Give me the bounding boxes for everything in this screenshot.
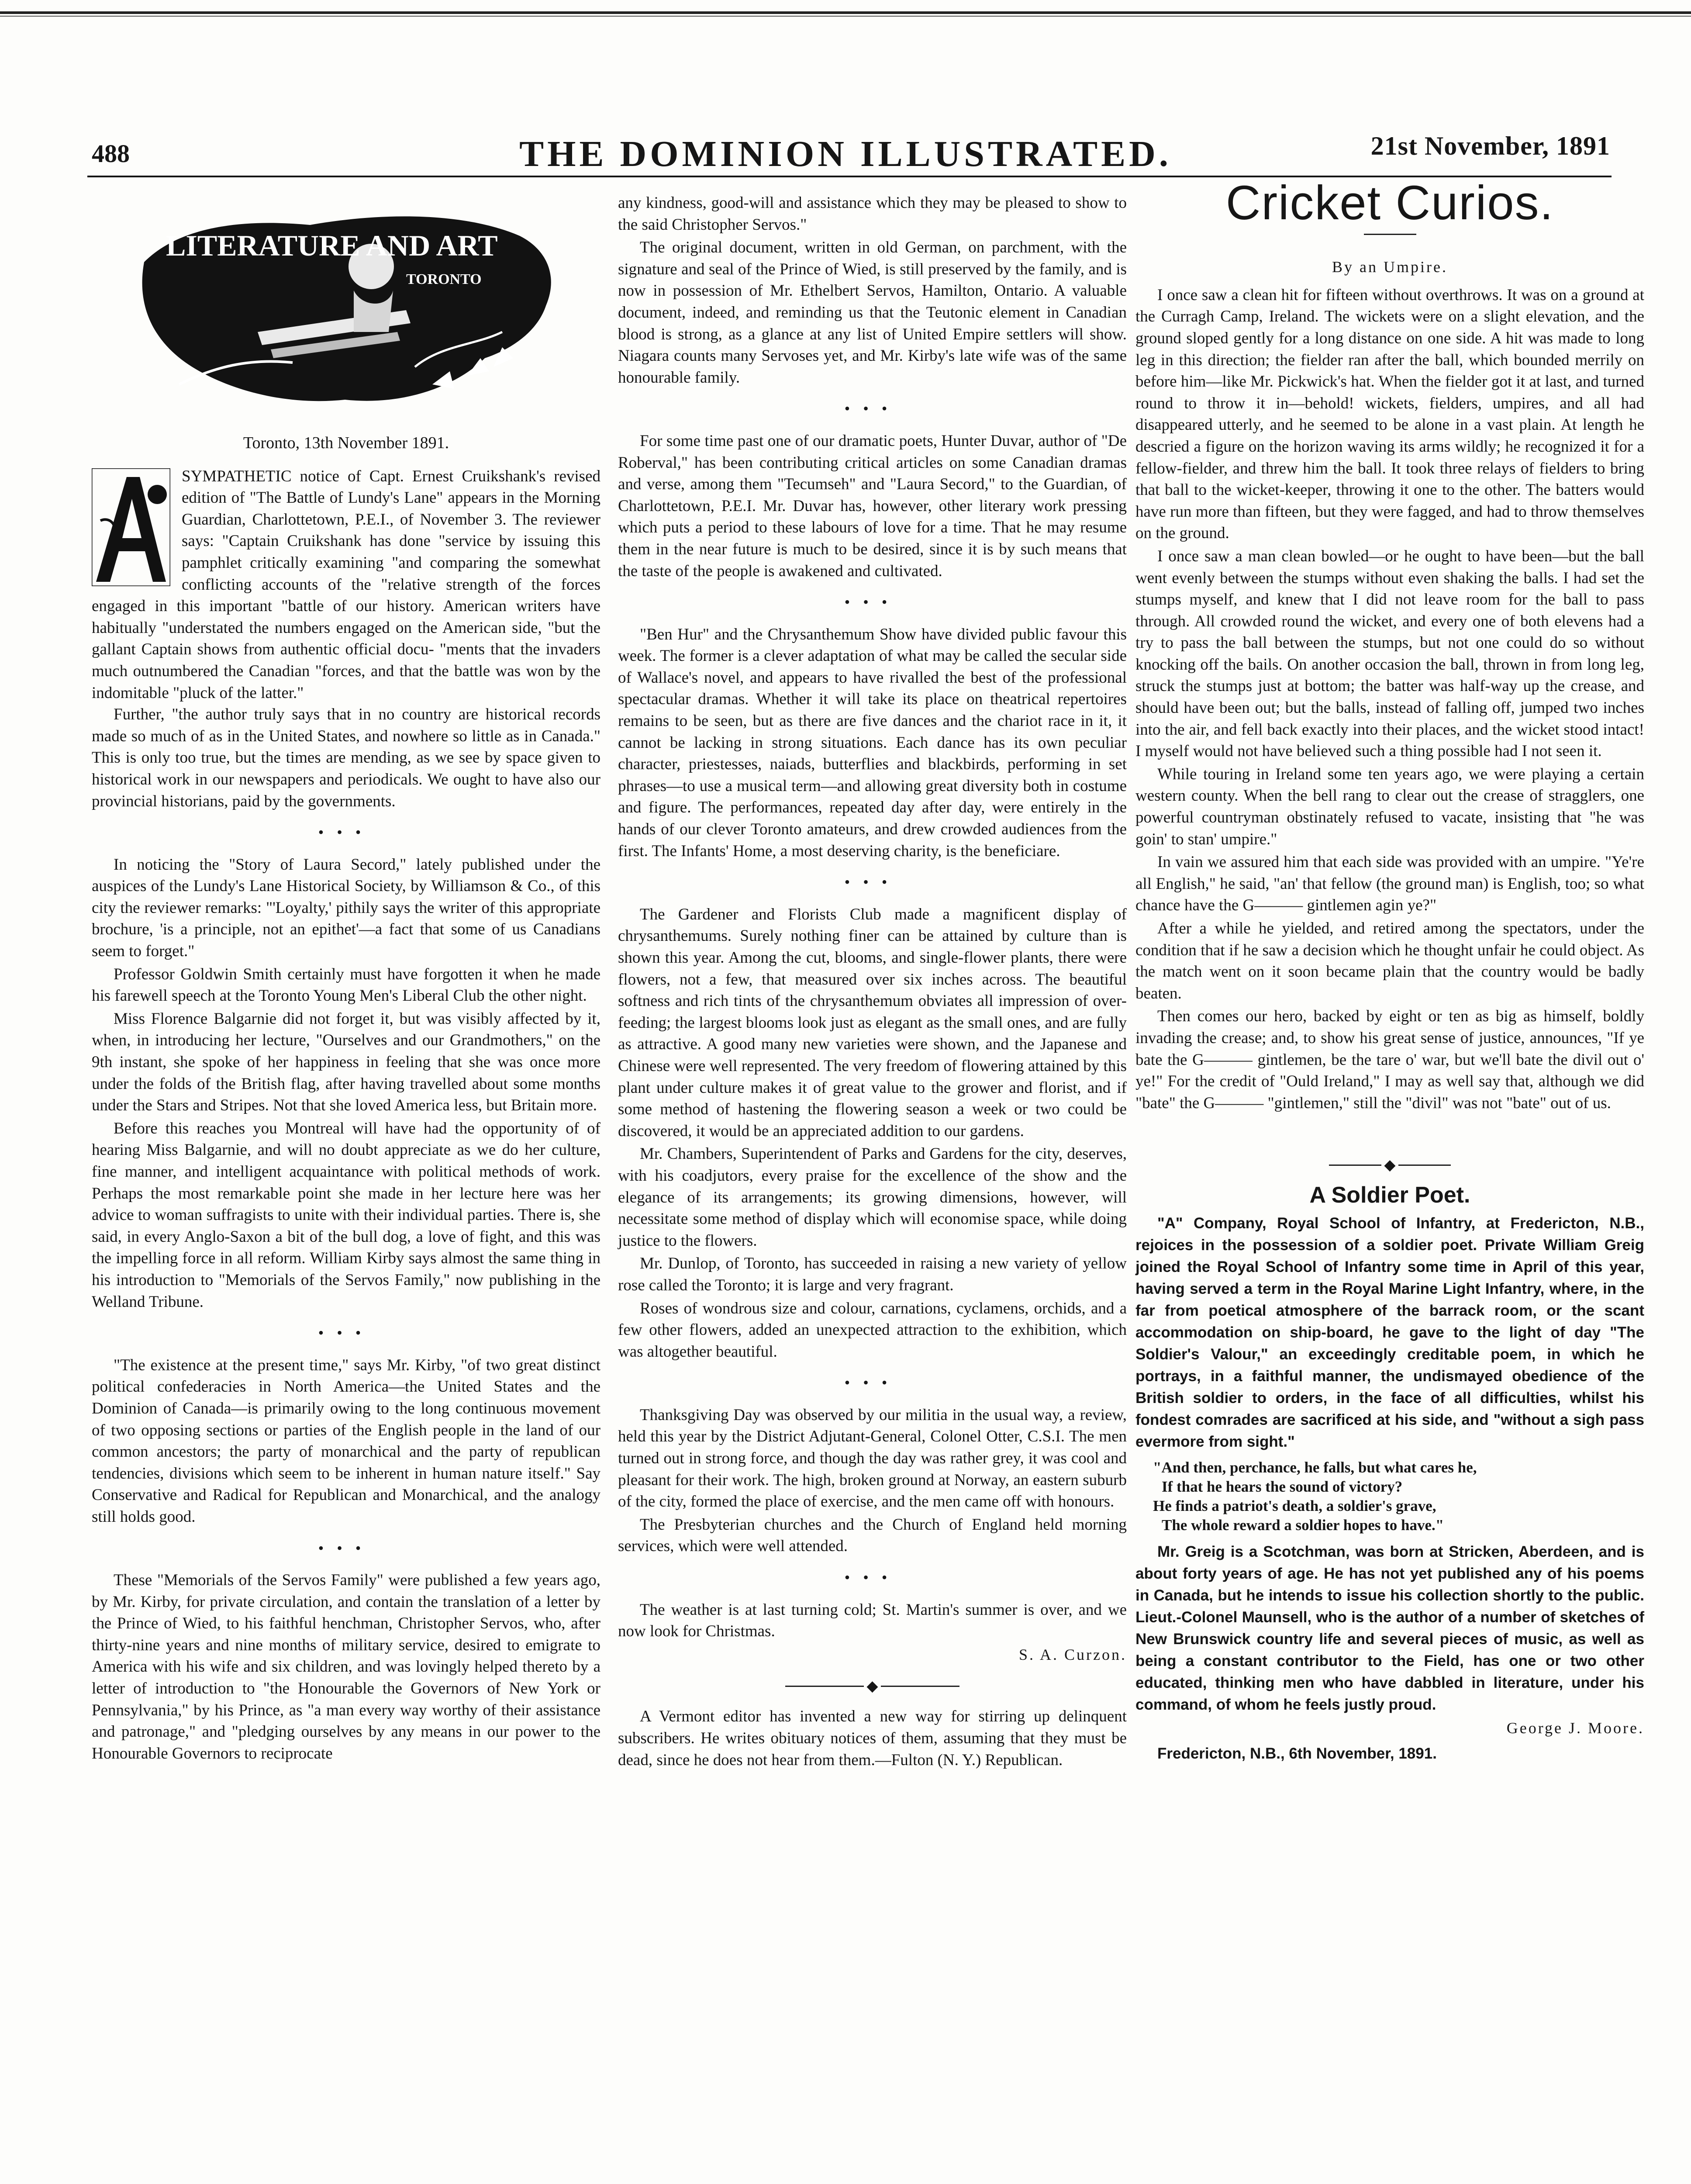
paragraph: any kindness, good-will and assistance which they may be pleased to show to the said Christopher Servos." — [618, 194, 1127, 234]
paragraph: Roses of wondrous size and colour, carnations, cyclamens, orchids, and a few other flowers, added an unexpected attraction to the exhibition, which was altogether beautiful. — [618, 1299, 1127, 1361]
paragraph: A Vermont editor has invented a new way for stirring up delinquent subscribers. He writes obituary notices of them, assuming that they must be dead, since he does not hear from them.—Fulton (N. Y.) Republican. — [618, 1707, 1127, 1769]
ornamental-rule: ◆ — [1135, 1153, 1644, 1176]
section-divider: ••• — [318, 823, 374, 841]
paragraph: While touring in Ireland some ten years ago, we were playing a certain western county. When the bell rang to clear out the crease of stragglers, one powerful countryman obstinately refused to vacate, insisting that "he was goin' to stan' umpire." — [1135, 765, 1644, 848]
section-divider: ••• — [318, 1324, 374, 1342]
paragraph: The Gardener and Florists Club made a magnificent display of chrysanthemums. Surely nothing finer can be attained by culture than is shown this year. Among the cut, blooms, and single-flower plants, there were flowers, not a few, that measured over six inches across. The beautiful softness and rich tints of the chrysanthemum obviates all impression of over-feeding; the largest blooms look just as elegant as the small ones, and are fully as attractive. A good many new varieties were shown, and the Japanese and Chinese were well represented. The very freedom of flowering attained by this plant under culture makes it of great value to the grower and florist, and if some method of hastening the flowering season a week or two could be discovered, it would be an appreciated addition to our gardens. — [618, 905, 1127, 1140]
top-border — [0, 0, 1691, 14]
paragraph: Professor Goldwin Smith certainly must have forgotten it when he made his farewell speech at the Toronto Young Men's Liberal Club the other night. — [92, 965, 600, 1005]
paragraph: The weather is at last turning cold; St. Martin's summer is over, and we now look for Christmas. — [618, 1600, 1127, 1641]
paragraph: Mr. Dunlop, of Toronto, has succeeded in raising a new variety of yellow rose called the Toronto; it is large and very fragrant. — [618, 1254, 1127, 1294]
paragraph: Mr. Greig is a Scotchman, was born at Stricken, Aberdeen, and is about forty years of age. He has not yet published any of his poems in Canada, but he intends to issue his collection shortly to the public. Lieut.-Colonel Maunsell, who is the author of a number of sketches of New Brunswick country life and several pieces of music, as well as being a constant contributor to the Field, has one or two other educated, thinking men who have dabbled in literature, under his command, of whom he feels justly proud. — [1135, 1543, 1644, 1713]
paper-title: THE DOMINION ILLUSTRATED. — [519, 134, 1172, 174]
poem-line: If that he hears the sound of victory? — [1162, 1478, 1403, 1495]
paragraph: In vain we assured him that each side was provided with an umpire. "Ye're all English," he said, "an' that fellow (the ground man) is English, too; so what chance have the G——— gintlemen agin ye?" — [1135, 853, 1644, 915]
logo-city-text: TORONTO — [406, 271, 482, 287]
byline: By an Umpire. — [1332, 258, 1448, 276]
section-divider: ••• — [844, 1374, 901, 1392]
poem-excerpt — [1153, 1458, 1644, 1535]
paragraph: Then comes our hero, backed by eight or ten as big as himself, boldly invading the crease; and, to show his great sense of justice, announces, "If ye bate the G——— gintlemen, be the tare o' war, but we'll bate the divil out o' ye!" For the credit of "Ould Ireland," I may as well say that, although we did "bate" the G——— "gintlemen," still the "divil" was not "bate" out of us. — [1135, 1007, 1644, 1112]
section-divider: ••• — [844, 593, 901, 611]
column-continued — [618, 192, 1127, 1771]
paragraph: The original document, written in old German, on parchment, with the signature and seal of the Prince of Wied, is still preserved by the family, and is now in possession of Mr. Ethelbert Servos, Hamilton, Ontario. A valuable document, indeed, and reminding us that the Teutonic element in Canadian blood is strong, as a glance at any list of United Empire settlers will show. Niagara counts many Servoses yet, and Mr. Kirby's late wife was of the same honourable family. — [618, 238, 1127, 387]
author-signature: George J. Moore. — [1506, 1719, 1644, 1737]
dateline: Toronto, 13th November 1891. — [243, 434, 449, 452]
title-rule — [1135, 223, 1644, 245]
section-divider: ••• — [318, 1539, 374, 1557]
column-literature-and-art — [92, 192, 600, 1764]
paragraph: Mr. Chambers, Superintendent of Parks and Gardens for the city, deserves, with his coadjutors, every praise for the excellence of the show and the elegance of its arrangements; its growing dimensions, however, will necessitate some method of display which will economise space, while doing justice to the flowers. — [618, 1145, 1127, 1250]
literature-and-art-logo — [127, 201, 563, 428]
paragraph: The Presbyterian churches and the Church of England held morning services, which were well attended. — [618, 1515, 1127, 1555]
section-divider: ••• — [844, 1569, 901, 1586]
paragraph: "A" Company, Royal School of Infantry, at Fredericton, N.B., rejoices in the possession of a soldier poet. Private William Greig joined the Royal School of Infantry some time in April of this year, having served a term in the Royal Marine Light Infantry, where, in the far from poetical atmosphere of the barrack room, or the scant accommodation on ship-board, he gave to the light of day "The Soldier's Valour," an exceedingly creditable poem, in which he portrays, in a faithful manner, the undismayed obedience of the British soldier to orders, in the face of all difficulties, whilst his fondest comrades are sacrificed at his side, and "without a sigh pass evermore from sight." — [1135, 1214, 1644, 1450]
paragraph: Miss Florence Balgarnie did not forget it, but was visibly affected by it, when, in introducing her lecture, "Ourselves and our Grandmothers," on the 9th instant, she spoke of her happiness in feeling that she was once more under the folds of the British flag, after having travelled about some months under the Stars and Stripes. Not that she loved America less, but Britain more. — [92, 1009, 600, 1115]
poem-line: "And then, perchance, he falls, but what cares he, — [1153, 1458, 1477, 1476]
poem-line: The whole reward a soldier hopes to have." — [1162, 1516, 1444, 1534]
poem-line: He finds a patriot's death, a soldier's grave, — [1153, 1497, 1436, 1514]
page-number: 488 — [92, 139, 130, 168]
paragraph: I once saw a man clean bowled—or he ought to have been—but the ball went evenly between the stumps without even shaking the balls. I had set the stumps myself, and knew that I did not leave room for the ball to pass through. All crowded round the wicket, and every one of both elevens had a try to pass the ball between the stumps, but not one could do so without knocking off the bails. On another occasion the ball, thrown in from long leg, struck the stumps just at bottom; the batter was half-way up the crease, and should have been out; but the balls, instead of falling off, jumped two inches into the air, and fell back exactly into their places, and the wicket stood intact! I myself would not have believed such a thing possible had I not seen it. — [1135, 547, 1644, 760]
ornamental-rule: ◆ — [618, 1674, 1127, 1697]
paragraph: SYMPATHETIC notice of Capt. Ernest Cruikshank's revised edition of "The Battle of Lundy's Lane" appears in the Morning Guardian, Charlottetown, P.E.I., of November 3. The reviewer says: "Captain Cruikshank has done "service by issuing this pamphlet critically examining "and comparing the somewhat conflicting accounts of the "relative strength of the forces engaged in this important "battle of our history. American writers have habitually "understated the numbers engaged on the American side, "but the gallant Captain shows from authentic official docu- "ments that the invaders much outnumbered the Canadian "forces, and that the battle was won by the indomitable "pluck of the latter." — [92, 467, 600, 702]
soldier-poet-article — [1135, 1182, 1644, 1764]
top-border-thin — [0, 16, 1691, 17]
paragraph: Before this reaches you Montreal will have had the opportunity of of hearing Miss Balgarnie, and will no doubt appreciate as we do her culture, fine manner, and intelligent acquaintance with political methods of work. Perhaps the most remarkable point she made in her lecture here was her advice to woman suffragists to unite with their individual parties. There is, she said, in every Anglo-Saxon a bit of the bull dog, a love of fight, and this was the impelling force in all reform. William Kirby says almost the same thing in his introduction to "Memorials of the Servos Family," now publishing in the Welland Tribune. — [92, 1119, 600, 1311]
paragraph: "Ben Hur" and the Chrysanthemum Show have divided public favour this week. The former is a clever adaptation of what may be called the secular side of Wallace's novel, and appears to have rivalled the best of the professional spectacular dramas. Whether it will take its place on theatrical repertoires remains to be seen, but as there are five dances and the chariot race in it, it cannot be lacking in strong situations. Each dance has its own peculiar character, priestesses, naiads, butterflies and blackbirds, performing in set phrases—to use a musical term—and allowing great diversity both in costume and figure. The performances, repeated day after day, were entirely in the hands of our clever Toronto amateurs, and drew crowded audiences from the first. The Infants' Home, a most deserving charity, is the beneficiare. — [618, 625, 1127, 860]
article-title: Cricket Curios. — [1225, 176, 1554, 230]
paragraph: Further, "the author truly says that in no country are historical records made so much of as in the United States, and nowhere so little as in Canada." This is only too true, but the times are mending, as we see by space given to historical work in our newspapers and periodicals. We ought to have also our provincial historians, paid by the governments. — [92, 705, 600, 810]
author-signature: S. A. Curzon. — [1018, 1645, 1127, 1663]
section-divider: ••• — [844, 873, 901, 891]
section-divider: ••• — [844, 400, 901, 418]
paragraph: In noticing the "Story of Laura Secord," lately published under the auspices of the Lundy's Lane Historical Society, by Williamson & Co., of this city the reviewer remarks: "'Loyalty,' pithily says the writer of this appropriate brochure, 'is a principle, not an epithet'—a fact that some of us Canadians seem to forget." — [92, 855, 600, 961]
article-title: A Soldier Poet. — [1309, 1182, 1470, 1208]
paragraph: After a while he yielded, and retired among the spectators, under the condition that if he saw a decision which he thought unfair he could object. As the match went on it soon became plain that the country would be badly beaten. — [1135, 919, 1644, 1002]
paragraph: Thanksgiving Day was observed by our militia in the usual way, a review, held this year by the District Adjutant-General, Colonel Otter, C.S.I. The men turned out in strong force, and though the day was rather grey, it was cool and pleasant for their work. The high, broken ground at Norway, an eastern suburb of the city, formed the place of exercise, and the men came off with honours. — [618, 1406, 1127, 1511]
paragraph: These "Memorials of the Servos Family" were published a few years ago, by Mr. Kirby, for private circulation, and contain the translation of a letter by the Prince of Wied, to his faithful henchman, Christopher Servos, who, after thirty-nine years and nine months of military service, desired to emigrate to America with his wife and six children, and was lovingly helped thereto by a letter of introduction to "the Honourable the Governors of New York or Pennsylvania," by his Prince, as "a man every way worthy of their assistance and patronage," and "pledging ourselves by any means in our power to the Honourable Governors to reciprocate — [92, 1571, 600, 1762]
issue-date: 21st November, 1891 — [1370, 131, 1610, 160]
paragraph: For some time past one of our dramatic poets, Hunter Duvar, author of "De Roberval," has been contributing critical articles on some Canadian dramas and verse, among them "Tecumseh" and "Laura Secord," to the Guardian, of Charlottetown, P.E.I. Mr. Duvar has, however, other literary work pressing which puts a period to these labours of love for a time. That he may resume them in the near future is much to be desired, since it is by such means that the taste of the people is awakened and cultivated. — [618, 432, 1127, 580]
literature-and-art-emblem — [127, 201, 563, 428]
place-and-date: Fredericton, N.B., 6th November, 1891. — [1157, 1745, 1437, 1762]
paragraph: "The existence at the present time," says Mr. Kirby, "of two great distinct political confederacies in North America—the United States and the Dominion of Canada—is primarily owing to the long continuous movement of two opposing sections or parties of the English people in the land of our common ancestors; the party of monarchical and the party of republican tendencies, divisions which seem to be inherent in human nature itself." Say Conservative and Radical for Republican and Monarchical, and the analogy still holds good. — [92, 1356, 600, 1526]
paragraph: I once saw a clean hit for fifteen without overthrows. It was on a ground at the Curragh Camp, Ireland. The wickets were on a slight elevation, and the ground sloped gently for a long distance on one side. A hit was made to long leg in this direction; the fielder ran after the ball, which bounded merrily on before him—like Mr. Pickwick's hat. When the fielder got it at last, and turned round to throw it in—behold! wickets, fielders, umpires, and all had disappeared utterly, and he seemed to be alone in a vast plain. At length he descried a figure on the horizon waving its arms wildly; he recognized it for a fellow-fielder, and threw him the ball. It took three relays of fielders to bring that ball to the wicket-keeper, throwing it one to the other. The batters would have run more than fifteen, but they were fagged, and had to throw themselves on the ground. — [1135, 286, 1644, 543]
logo-title-text: LITERATURE AND ART — [166, 229, 498, 262]
column-cricket-curios — [1135, 176, 1644, 1764]
dropcap-a-illustration — [92, 468, 170, 586]
